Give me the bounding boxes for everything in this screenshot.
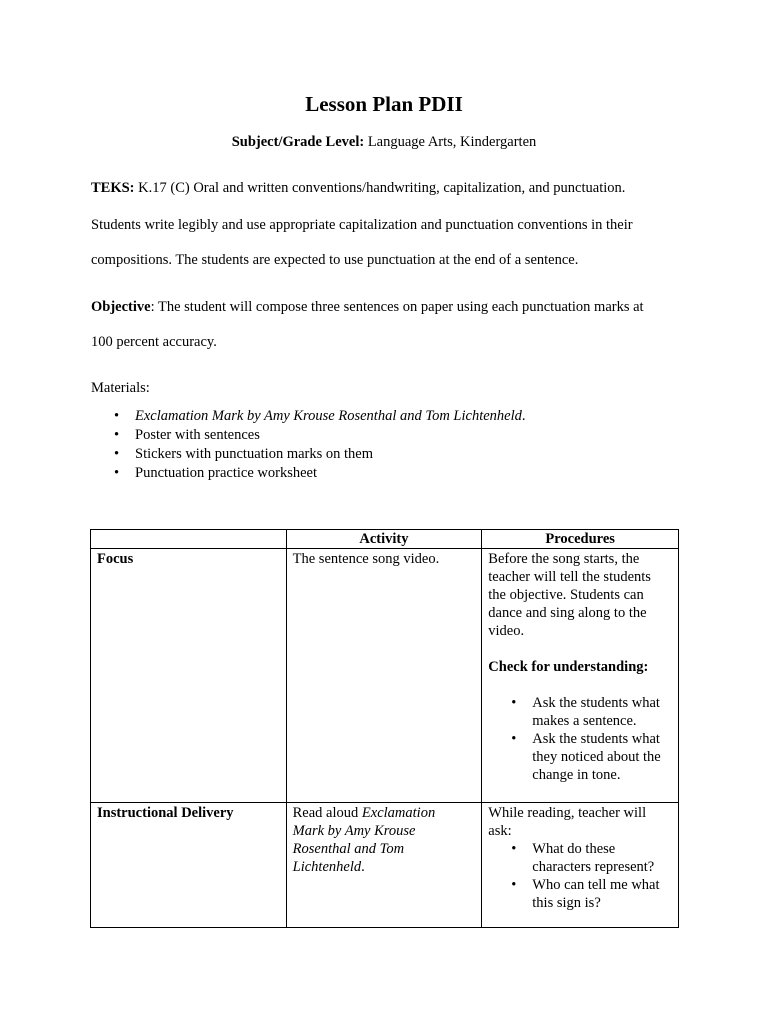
table-header-row	[91, 530, 679, 549]
bullet-icon: •	[511, 731, 517, 747]
table-row	[91, 803, 679, 928]
list-item: • Ask the students what they noticed about the change in tone.	[511, 731, 661, 783]
bullet-icon: •	[114, 446, 120, 462]
teks-line-2: Students write legibly and use appropriate capitalization and punctuation conventions in their	[91, 217, 633, 233]
header-blank	[91, 530, 287, 549]
bullet-icon: •	[511, 841, 517, 857]
table-row	[91, 549, 679, 803]
phase-cell: Focus	[91, 549, 287, 803]
header-activity: Activity	[286, 530, 482, 549]
teks-line-3: compositions. The students are expected to use punctuation at the end of a sentence.	[91, 252, 579, 268]
objective-label: Objective	[91, 299, 151, 315]
list-item: • What do these characters represent?	[511, 841, 655, 875]
bullet-icon: •	[114, 465, 120, 481]
materials-heading: Materials:	[91, 380, 150, 396]
objective-line-1: Objective: The student will compose three sentences on paper using each punctuation marks at	[91, 299, 644, 315]
lesson-table	[90, 529, 679, 928]
bullet-icon: •	[511, 695, 517, 711]
activity-cell: The sentence song video.	[286, 549, 482, 803]
bullet-icon: •	[511, 877, 517, 893]
materials-list	[91, 407, 526, 483]
procedure-cell: Before the song starts, the teacher will tell the students the objective. Students can dance and sing along to the video. Check for understanding: • Ask the students what makes a sentence. • Ask the students what they noticed about the change in tone.	[482, 549, 679, 803]
activity-cell: Read aloud Exclamation Mark by Amy Krouse Rosenthal and Tom Lichtenheld.	[286, 803, 482, 928]
teks-label: TEKS:	[91, 180, 135, 196]
objective-line-2: 100 percent accuracy.	[91, 334, 217, 350]
list-item: • Who can tell me what this sign is?	[511, 877, 660, 911]
subject-value: Language Arts, Kindergarten	[364, 134, 537, 150]
header-procedures: Procedures	[482, 530, 679, 549]
subject-line	[0, 134, 768, 151]
list-item: • Poster with sentences	[114, 427, 260, 443]
check-for-understanding-label: Check for understanding:	[488, 659, 649, 675]
bullet-icon: •	[114, 408, 120, 424]
teks-line-1: TEKS: K.17 (C) Oral and written conventions/handwriting, capitalization, and punctuation.	[91, 180, 626, 196]
list-item: • Exclamation Mark by Amy Krouse Rosenthal and Tom Lichtenheld.	[114, 408, 526, 424]
list-item: • Punctuation practice worksheet	[114, 465, 317, 481]
procedure-cell: While reading, teacher will ask: • What do these characters represent? • Who can tell me what this sign is?	[482, 803, 679, 928]
phase-cell: Instructional Delivery	[91, 803, 287, 928]
list-item: • Ask the students what makes a sentence.	[511, 695, 660, 729]
list-item: • Stickers with punctuation marks on them	[114, 446, 374, 462]
bullet-icon: •	[114, 427, 120, 443]
procedure-bullets	[488, 840, 672, 912]
subject-label: Subject/Grade Level:	[231, 134, 365, 150]
page-title: Lesson Plan PDII	[305, 92, 463, 116]
procedure-bullets	[488, 694, 672, 784]
